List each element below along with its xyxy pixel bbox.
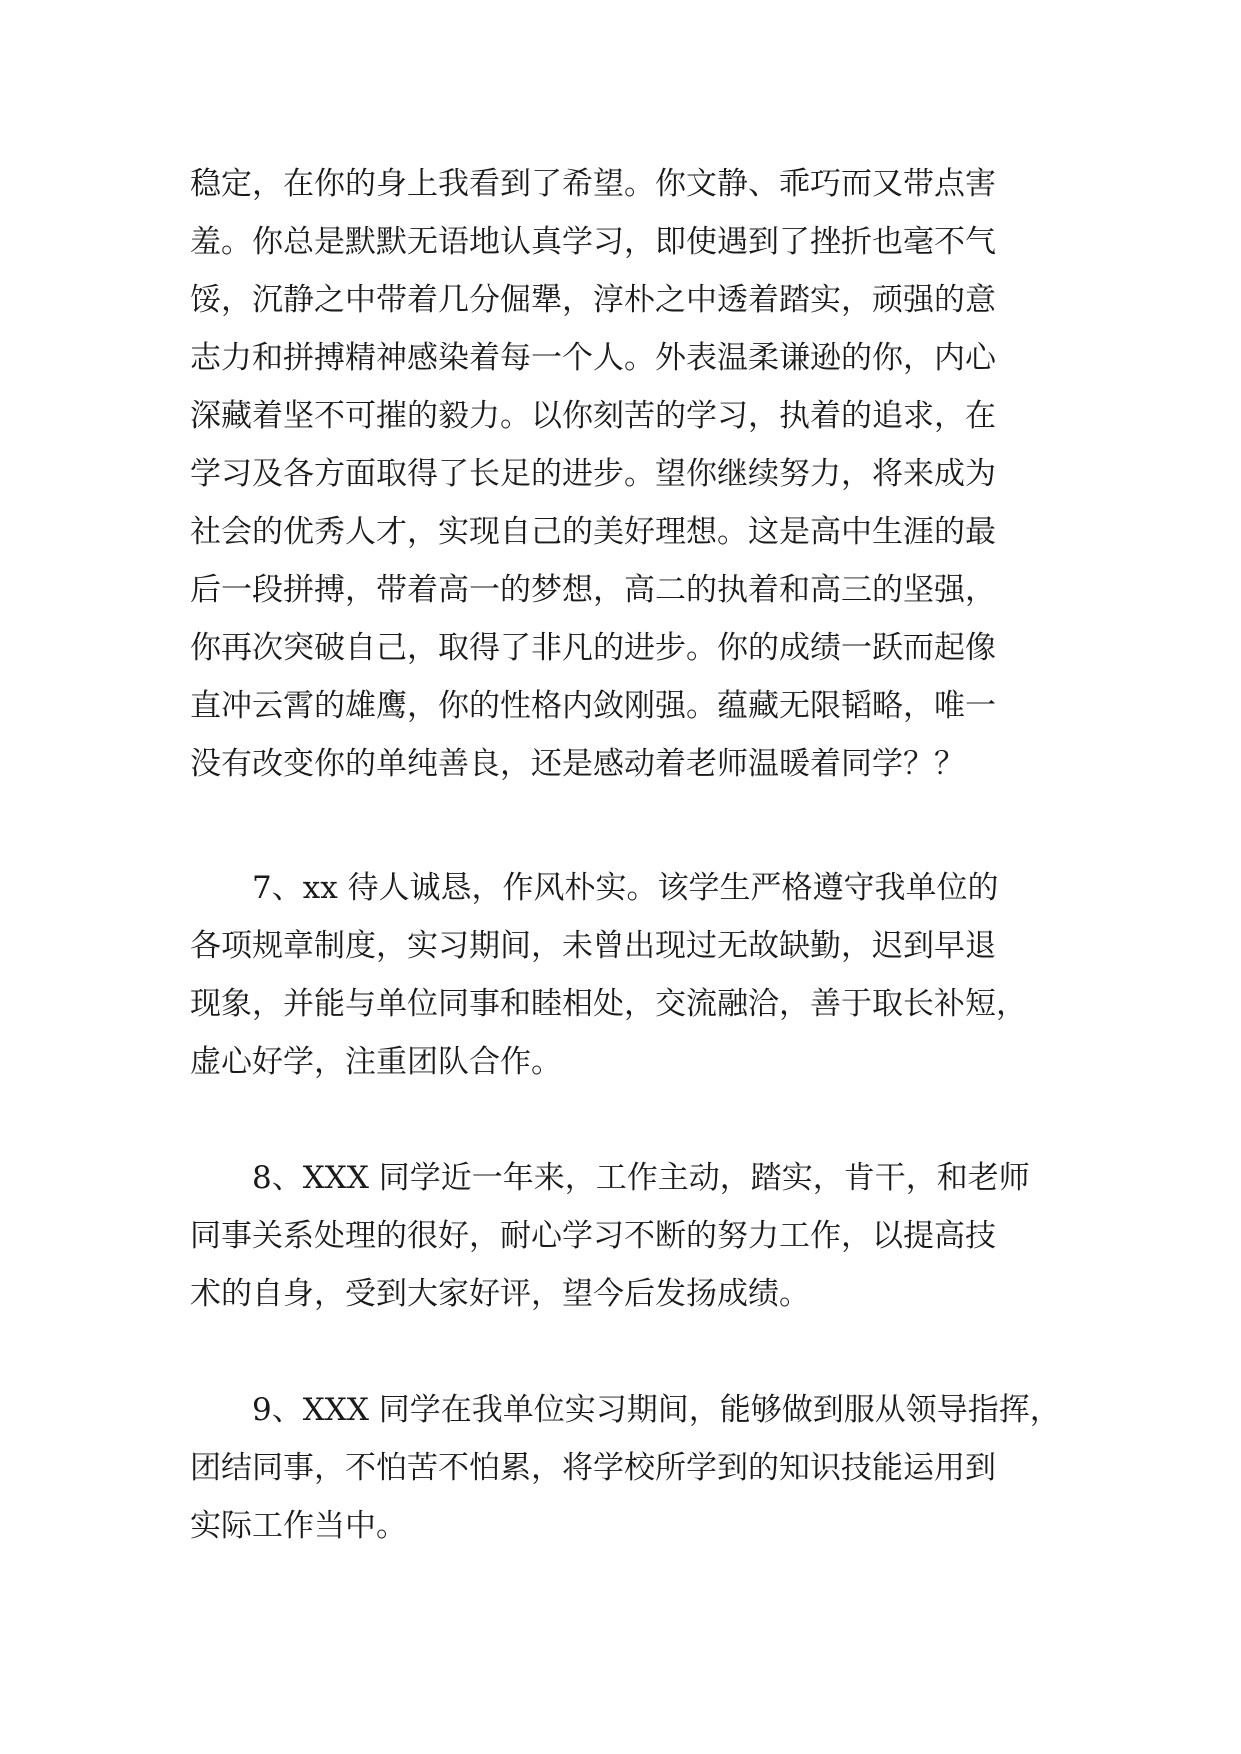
- text-line: 实际工作当中。: [190, 1508, 407, 1544]
- text-line: 9、XXX 同学在我单位实习期间，能够做到服从领导指挥，: [190, 1392, 1061, 1428]
- text-line: 同事关系处理的很好，耐心学习不断的努力工作，以提高技: [190, 1218, 996, 1254]
- text-line: 术的自身，受到大家好评，望今后发扬成绩。: [190, 1276, 810, 1312]
- paragraph-item-9: [190, 1381, 1060, 1555]
- text-line: 深藏着坚不可摧的毅力。以你刻苦的学习，执着的追求，在: [190, 398, 996, 434]
- text-line: 后一段拼搏，带着高一的梦想，高二的执着和高三的坚强，: [190, 572, 996, 608]
- paragraph-item-7: [190, 859, 1060, 1091]
- text-line: 现象，并能与单位同事和睦相处，交流融洽，善于取长补短，: [190, 986, 1027, 1022]
- text-line: 学习及各方面取得了长足的进步。望你继续努力，将来成为: [190, 456, 996, 492]
- text-line: 馁，沉静之中带着几分倔犟，淳朴之中透着踏实，顽强的意: [190, 282, 996, 318]
- text-line: 虚心好学，注重团队合作。: [190, 1044, 562, 1080]
- text-line: 社会的优秀人才，实现自己的美好理想。这是高中生涯的最: [190, 514, 996, 550]
- text-line: 各项规章制度，实习期间，未曾出现过无故缺勤，迟到早退: [190, 928, 996, 964]
- text-line: 直冲云霄的雄鹰，你的性格内敛刚强。蕴藏无限韬略，唯一: [190, 688, 996, 724]
- paragraph-comment-continuation: [190, 155, 1060, 793]
- text-line: 稳定，在你的身上我看到了希望。你文静、乖巧而又带点害: [190, 166, 996, 202]
- text-line: 你再次突破自己，取得了非凡的进步。你的成绩一跃而起像: [190, 630, 996, 666]
- text-line: 没有改变你的单纯善良，还是感动着老师温暖着同学？？: [190, 746, 965, 782]
- text-line: 团结同事，不怕苦不怕累，将学校所学到的知识技能运用到: [190, 1450, 996, 1486]
- paragraph-item-8: [190, 1149, 1060, 1323]
- text-line: 8、XXX 同学近一年来，工作主动，踏实，肯干，和老师: [190, 1160, 1030, 1196]
- text-line: 7、xx 待人诚恳，作风朴实。该学生严格遵守我单位的: [190, 870, 999, 906]
- text-line: 羞。你总是默默无语地认真学习，即使遇到了挫折也毫不气: [190, 224, 996, 260]
- text-line: 志力和拼搏精神感染着每一个人。外表温柔谦逊的你，内心: [190, 340, 996, 376]
